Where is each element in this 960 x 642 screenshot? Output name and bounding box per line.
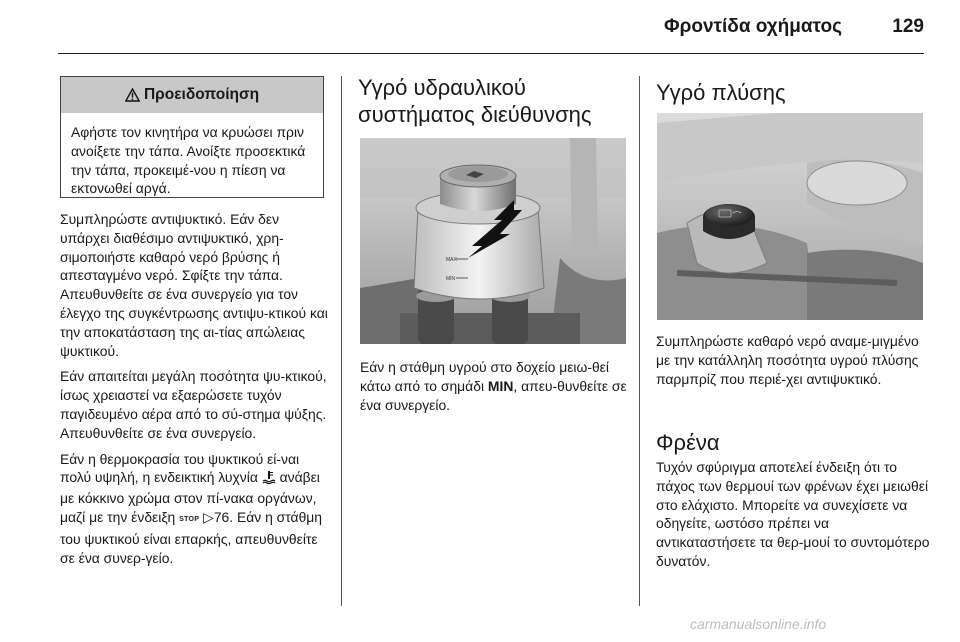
- stop-indicator-label: STOP: [179, 515, 200, 523]
- page-number: 129: [892, 16, 924, 37]
- warning-box: [60, 76, 324, 198]
- washer-reservoir-photo: [657, 113, 923, 320]
- power-steering-reservoir-photo: [360, 138, 626, 344]
- washer-fluid-text: Συμπληρώστε καθαρό νερό αναμε-μιγμένο με την κατάλληλη ποσότητα υγρού πλύσης παρμπρίζ που περιέ-χει αντιψυκτικό.: [656, 333, 919, 387]
- warning-title: Προειδοποίηση: [143, 86, 260, 103]
- coolant-paragraph-3: Εάν η θερμοκρασία του ψυκτικού εί-ναι πολύ υψηλή, η ενδεικτική λυχνία ανάβει με κόκκινο χρώμα στον πί-νακα οργάνων, μαζί με την ένδειξη STOP ▷76. Εάν η στάθμη του ψυκτικού είναι επαρκής, απευθυνθείτε σε ένα συνερ-γείο.: [60, 450, 323, 566]
- header-rule: [58, 53, 924, 54]
- reservoir-max-mark: MAX: [446, 257, 457, 263]
- hydraulic-fluid-heading: Υγρό υδραυλικού συστήματος διεύθυνσης: [358, 75, 592, 127]
- coolant-paragraph-1: Συμπληρώστε αντιψυκτικό. Εάν δεν υπάρχει διαθέσιμο αντιψυκτικό, χρη-σιμοποιήστε καθαρό νερό βρύσης ή απεσταγμένο νερό. Σφίξτε την τάπα. Απευθυνθείτε σε ένα συνεργείο για τον έλεγχο της συγκέντρωσης αντιψυ-κτικού και την αποκατάσταση της αι-τίας απώλειας ψυκτικού.: [60, 211, 328, 359]
- page-reference[interactable]: 76: [213, 508, 230, 525]
- coolant-temperature-icon: [262, 470, 276, 489]
- warning-header: [61, 77, 323, 113]
- hydraulic-fluid-text: Εάν η στάθμη υγρού στο δοχείο μειω-θεί κάτω από το σημάδι MIN, απευ-θυνθείτε σε ένα συνεργείο.: [360, 359, 627, 413]
- min-label: MIN: [487, 377, 514, 394]
- chapter-title: Φροντίδα οχήματος: [664, 16, 842, 37]
- coolant-section: [60, 210, 330, 574]
- reservoir-min-mark: MIN: [446, 276, 456, 282]
- brakes-text: Τυχόν σφύριγμα αποτελεί ένδειξη ότι το πάχος των θερμουί των φρένων έχει μειωθεί στο ελάχιστο. Μπορείτε να συνεχίσετε να οδηγείτε, ωστόσο πρέπει να αντικαταστήσετε τα θερ-μουί το συντομότερο δυνατόν.: [656, 459, 930, 569]
- warning-triangle-icon: [125, 88, 140, 102]
- brakes-heading: Φρένα: [656, 430, 720, 455]
- coolant-paragraph-2: Εάν απαιτείται μεγάλη ποσότητα ψυ-κτικού, ίσως χρειαστεί να εξαερώσετε τυχόν παγιδευμένο αέρα από το σύ-στημα ψύξης. Απευθυνθείτε σε ένα συνεργείο.: [60, 368, 327, 441]
- page-reference-arrow-icon: ▷: [203, 508, 214, 525]
- washer-fluid-heading: Υγρό πλύσης: [656, 80, 786, 105]
- column-divider: [639, 76, 640, 606]
- warning-text: Αφήστε τον κινητήρα να κρυώσει πριν ανοίξετε την τάπα. Ανοίξτε προσεκτικά την τάπα, προκειμέ-νου η πίεση να εκτονωθεί αργά.: [71, 124, 306, 197]
- column-divider: [341, 76, 342, 606]
- watermark: carmanualsonline.info: [690, 616, 827, 632]
